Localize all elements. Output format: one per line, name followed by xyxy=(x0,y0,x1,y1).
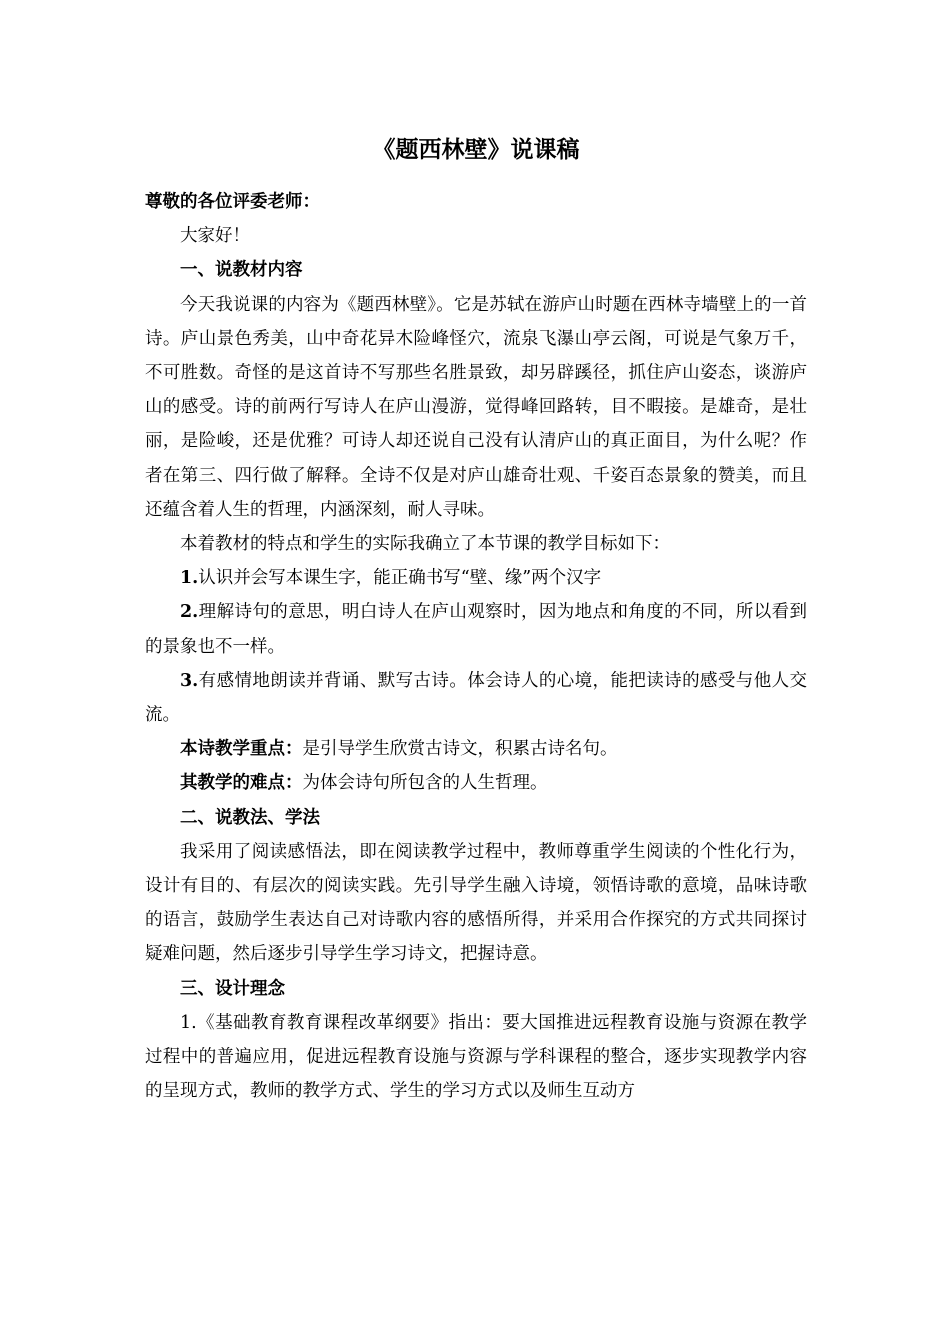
document-title: 《题西林壁》说课稿 xyxy=(372,137,580,163)
section-heading-2: 二、说教法、学法 xyxy=(180,807,320,828)
difficulty-point xyxy=(145,766,807,800)
key-point-text: 是引导学生欣赏古诗文，积累古诗名句。 xyxy=(302,739,618,760)
section1-paragraph-2: 本着教材的特点和学生的实际我确立了本节课的教学目标如下： xyxy=(180,534,670,555)
section-heading-3: 三、设计理念 xyxy=(180,978,285,999)
key-point xyxy=(145,732,807,766)
section2-paragraph: 我采用了阅读感悟法，即在阅读教学过程中，教师尊重学生阅读的个性化行为，设计有目的、有层次的阅读实践。先引导学生融入诗境，领悟诗歌的意境，品味诗歌的语言，鼓励学生表达自己对诗歌内容的感悟所得，并采用合作探究的方式共同探讨疑难问题，然后逐步引导学生学习诗文，把握诗意。 xyxy=(145,841,807,965)
teaching-goal-3 xyxy=(145,664,807,732)
section-heading-1: 一、说教材内容 xyxy=(180,260,303,281)
difficulty-text: 为体会诗句所包含的人生哲理。 xyxy=(302,773,548,794)
section3-paragraph: 1.《基础教育教育课程改革纲要》指出：要大国推进远程教育设施与资源在教学过程中的普遍应用，促进远程教育设施与资源与学科课程的整合，逐步实现教学内容的呈现方式，教师的教学方式、学生的学习方式以及师生互动方 xyxy=(145,1012,807,1102)
goal-number: 2. xyxy=(180,602,199,623)
goal-text: 认识并会写本课生字，能正确书写“壁、缘”两个汉字 xyxy=(198,568,602,589)
document-body xyxy=(145,185,807,1108)
section1-paragraph-1: 今天我说课的内容为《题西林壁》。它是苏轼在游庐山时题在西林寺墙壁上的一首诗。庐山景色秀美，山中奇花异木险峰怪穴，流泉飞瀑山亭云阁，可说是气象万千，不可胜数。奇怪的是这首诗不写那些名胜景致，却另辟蹊径，抓住庐山姿态，谈游庐山的感受。诗的前两行写诗人在庐山漫游，觉得峰回路转，目不暇接。是雄奇，是壮丽，是险峻，还是优雅？可诗人却还说自己没有认清庐山的真正面目，为什么呢？作者在第三、四行做了解释。全诗不仅是对庐山雄奇壮观、千姿百态景象的赞美，而且还蕴含着人生的哲理，内涵深刻，耐人寻味。 xyxy=(145,294,807,520)
salutation: 尊敬的各位评委老师： xyxy=(145,192,320,212)
goal-text: 理解诗句的意思，明白诗人在庐山观察时，因为地点和角度的不同，所以看到的景象也不一样。 xyxy=(145,602,807,657)
teaching-goal-1 xyxy=(145,561,807,595)
difficulty-label: 其教学的难点： xyxy=(180,773,303,794)
goal-number: 3. xyxy=(180,670,199,691)
greeting: 大家好！ xyxy=(180,226,250,247)
goal-text: 有感情地朗读并背诵、默写古诗。体会诗人的心境，能把读诗的感受与他人交流。 xyxy=(145,670,807,726)
teaching-goal-2 xyxy=(145,595,807,663)
key-point-label: 本诗教学重点： xyxy=(180,739,303,760)
goal-number: 1. xyxy=(180,568,199,589)
